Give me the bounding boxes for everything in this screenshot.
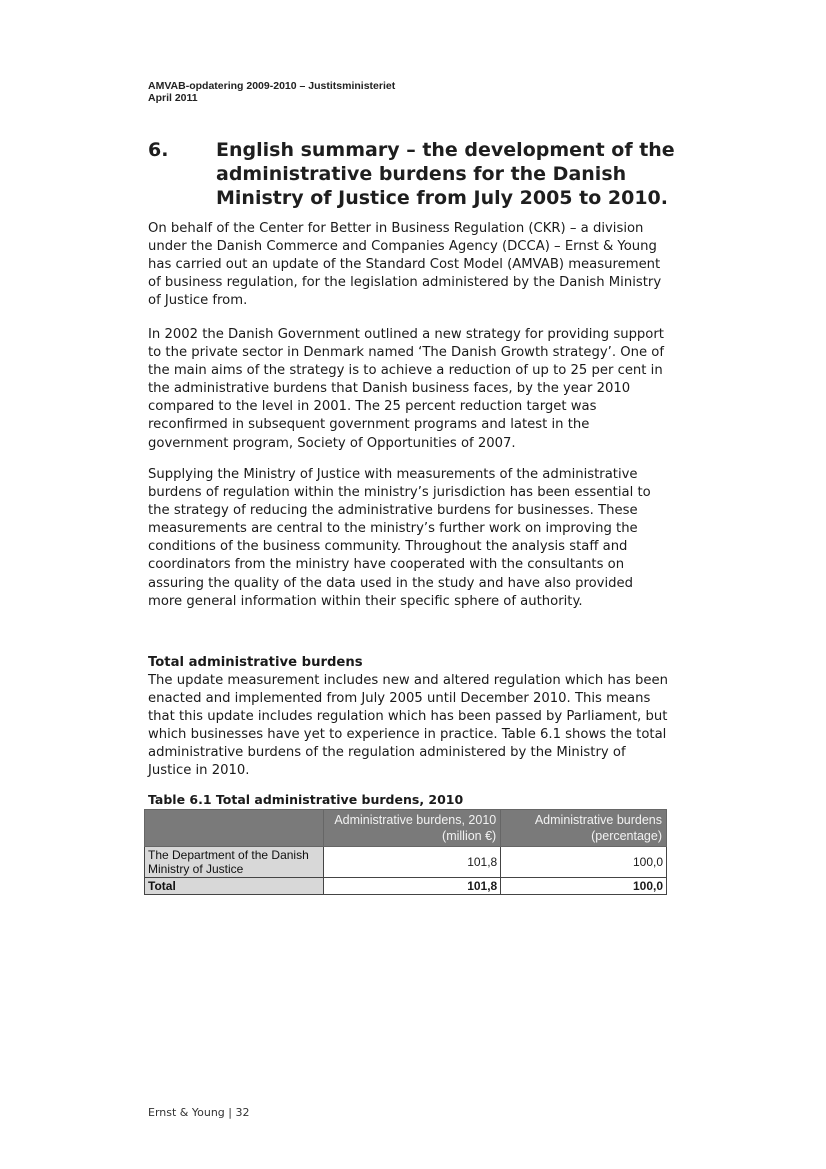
page-footer: Ernst & Young | 32	[148, 1106, 250, 1119]
subsection-title: Total administrative burdens	[148, 655, 363, 670]
table-header-percentage: Administrative burdens (percentage)	[501, 810, 667, 847]
section-title: English summary – the development of the administrative burdens for the Danish Ministry of Justice from July 2005 to 2010.	[216, 139, 675, 209]
table-header-burdens: Administrative burdens, 2010 (million €)	[324, 810, 501, 847]
row-label: The Department of the Danish Ministry of Justice	[145, 847, 324, 878]
table-header-blank	[145, 810, 324, 847]
paragraph-1	[148, 220, 668, 310]
row-percentage: 100,0	[501, 878, 667, 895]
paragraph-2-text: In 2002 the Danish Government outlined a new strategy for providing support to the private sector in Denmark named ‘The Danish Growth strategy’. One of the main aims of the strategy is to achieve a reduction of up to 25 per cent in the administrative burdens that Danish business faces, by the year 2010 compared to the level in 2001. The 25 percent reduction target was reconfirmed in subsequent government programs and latest in the government program, Society of Opportunities of 2007.	[148, 327, 664, 451]
header-line-2: April 2011	[148, 92, 198, 104]
table-header-row	[145, 810, 667, 847]
paragraph-4	[148, 672, 668, 781]
paragraph-4-text: The update measurement includes new and altered regulation which has been enacted and implemented from July 2005 until December 2010. This means that this update includes regulation which has been passed by Parliament, but which businesses have yet to experience in practice. Table 6.1 shows the total administrative burdens of the regulation administered by the Ministry of Justice in 2010.	[148, 673, 668, 779]
table-6-1	[144, 809, 667, 895]
table-caption: Table 6.1 Total administrative burdens, 2010	[148, 792, 464, 807]
row-value: 101,8	[324, 878, 501, 895]
row-percentage: 100,0	[501, 847, 667, 878]
table-row-total	[145, 878, 667, 895]
row-label: Total	[145, 878, 324, 895]
section-heading	[148, 138, 688, 210]
paragraph-3	[148, 466, 668, 611]
document-header	[148, 80, 395, 104]
table-row	[145, 847, 667, 878]
section-number: 6.	[148, 139, 169, 161]
row-value: 101,8	[324, 847, 501, 878]
paragraph-1-text: On behalf of the Center for Better in Business Regulation (CKR) – a division under the Danish Commerce and Companies Agency (DCCA) – Ernst & Young has carried out an update of the Standard Cost Model (AMVAB) measurement of business regulation, for the legislation administered by the Danish Ministry of Justice from.	[148, 221, 662, 309]
paragraph-3-text: Supplying the Ministry of Justice with measurements of the administrative burdens of regulation within the ministry’s jurisdiction has been essential to the strategy of reducing the administrative burdens for businesses. These measurements are central to the ministry’s further work on improving the conditions of the business community. Throughout the analysis staff and coordinators from the ministry have cooperated with the consultants on assuring the quality of the data used in the study and have also provided more general information within their specific sphere of authority.	[148, 467, 651, 609]
paragraph-2	[148, 326, 668, 453]
header-line-1: AMVAB-opdatering 2009-2010 – Justitsministeriet	[148, 80, 396, 92]
